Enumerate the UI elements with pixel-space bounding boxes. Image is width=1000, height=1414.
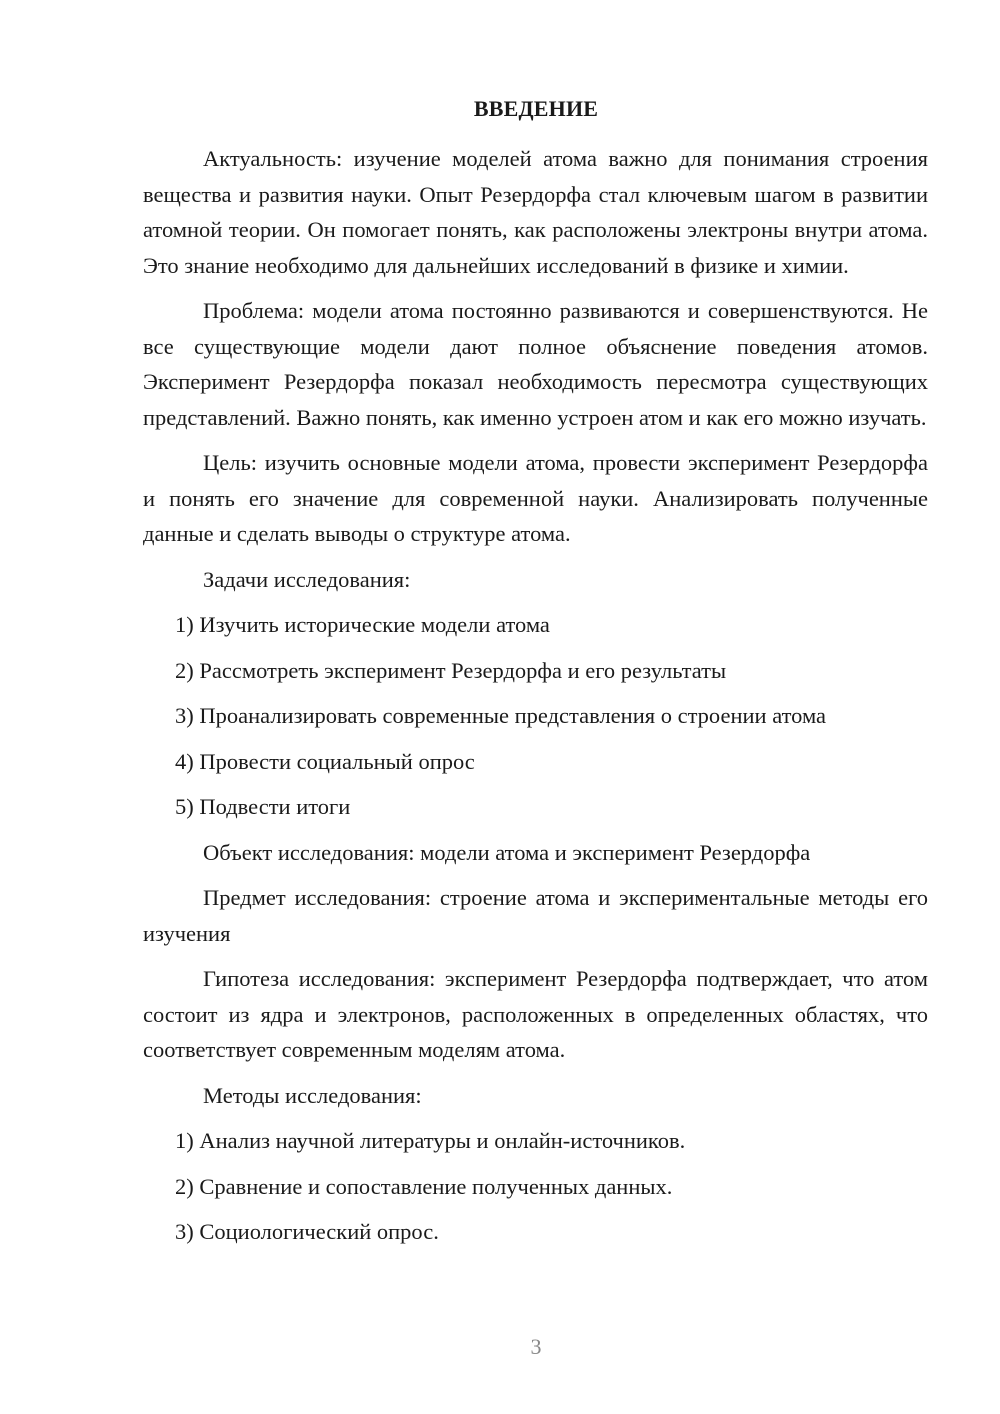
object-paragraph: Объект исследования: модели атома и эксперимент Резердорфа xyxy=(203,839,811,865)
subject-paragraph: Предмет исследования: строение атома и экспериментальные методы его изучения xyxy=(143,885,928,946)
methods-heading: Методы исследования: xyxy=(203,1082,422,1108)
document-body xyxy=(143,141,928,1260)
list-item: 2) Рассмотреть эксперимент Резердорфа и его результаты xyxy=(175,657,727,683)
goal-paragraph: Цель: изучить основные модели атома, провести эксперимент Резердорфа и понять его значение для современной науки. Анализировать полученные данные и сделать выводы о структуре атома. xyxy=(143,450,928,546)
list-item: 4) Провести социальный опрос xyxy=(175,748,475,774)
methods-list xyxy=(143,1123,928,1250)
tasks-list xyxy=(143,607,928,825)
list-item: 2) Сравнение и сопоставление полученных данных. xyxy=(175,1173,673,1199)
tasks-heading: Задачи исследования: xyxy=(203,566,411,592)
list-item: 1) Изучить исторические модели атома xyxy=(175,612,550,637)
list-item: 1) Анализ научной литературы и онлайн-источников. xyxy=(175,1128,686,1153)
list-item: 5) Подвести итоги xyxy=(175,794,351,819)
relevance-paragraph: Актуальность: изучение моделей атома важно для понимания строения вещества и развития науки. Опыт Резердорфа стал ключевым шагом в развитии атомной теории. Он помогает понять, как расположены электроны внутри атома. Это знание необходимо для дальнейших исследований в физике и химии. xyxy=(143,146,928,278)
list-item: 3) Социологический опрос. xyxy=(175,1219,439,1244)
page-number: 3 xyxy=(530,1334,542,1359)
problem-paragraph: Проблема: модели атома постоянно развиваются и совершенствуются. Не все существующие модели дают полное объяснение поведения атомов. Эксперимент Резердорфа показал необходимость пересмотра существующих представлений. Важно понять, как именно устроен атом и как его можно изучать. xyxy=(143,298,928,430)
list-item: 3) Проанализировать современные представления о строении атома xyxy=(175,703,827,728)
hypothesis-paragraph: Гипотеза исследования: эксперимент Резердорфа подтверждает, что атом состоит из ядра и электронов, расположенных в определенных областях, что соответствует современным моделям атома. xyxy=(143,966,928,1062)
page-title: ВВЕДЕНИЕ xyxy=(473,96,599,121)
